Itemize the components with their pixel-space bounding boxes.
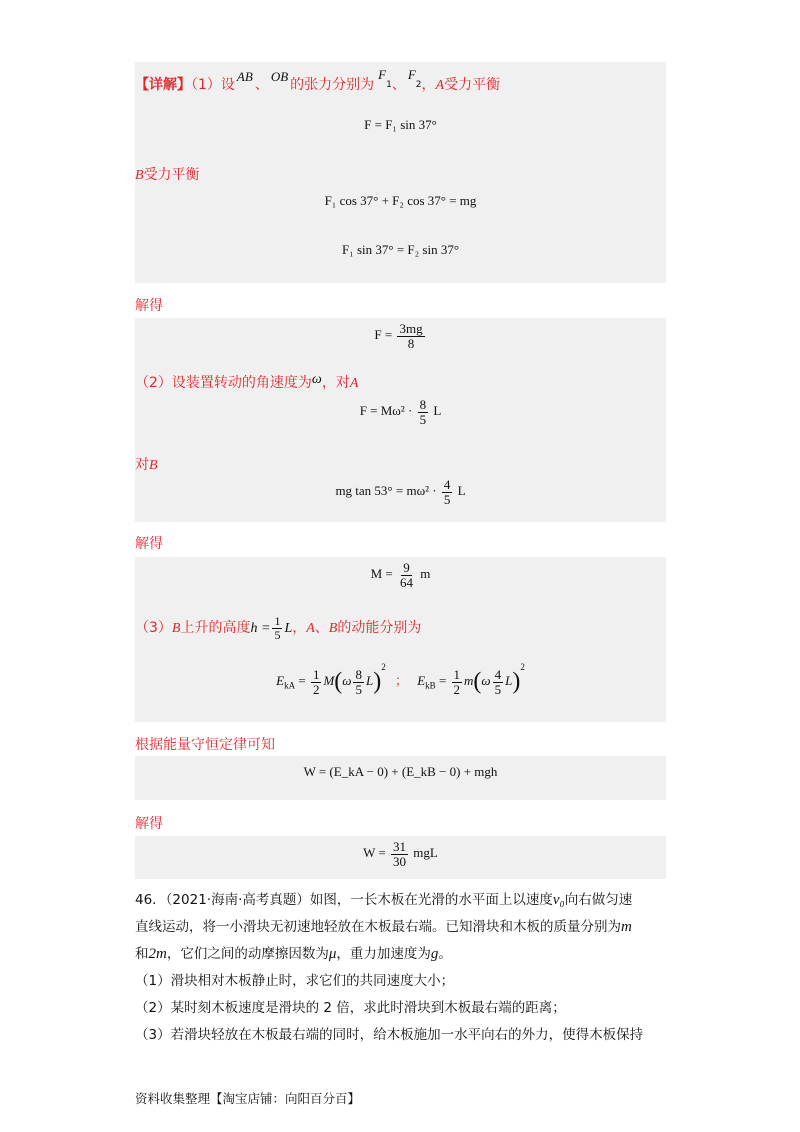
equation-10: W = $\frac{31}{30}$ mgL <box>363 839 438 869</box>
equation-8: $E_{kA}$ = $\frac{1}{2}$ M(ω $\frac{8}{5}$ L)$^2$ ； $E_{kB}$ = $\frac{1}{2}$ m(ω $\frac{4}{5}$ L)$^2$ <box>276 661 525 697</box>
question-sub-1: （1）滑块相对木板静止时，求它们的共同速度大小； <box>135 973 455 989</box>
question-sub-3: （3）若滑块轻放在木板最右端的同时，给木板施加一水平向右的外力，使得木板保持 <box>135 1027 644 1043</box>
equation-1: F = F₁ sin 37° <box>364 117 437 132</box>
question-line-3: 和2m，它们之间的动摩擦因数为μ，重力加速度为g。 <box>135 946 452 962</box>
detail-intro: 【详解】（1）设AB、OB的张力分别为$F_1$、$F_2$，A受力平衡 <box>135 67 501 93</box>
part2-intro: （2）设装置转动的角速度为ω，对A <box>135 372 359 391</box>
part3-intro: （3）B上升的高度h = $\frac{1}{5}$ L，A、B的动能分别为 <box>135 614 422 642</box>
solve-text-3: 解得 <box>135 816 163 832</box>
equation-9: W = (E_kA − 0) + (E_kB − 0) + mgh <box>303 764 498 779</box>
energy-conservation-text: 根据能量守恒定律可知 <box>135 737 275 753</box>
equation-7: M = $\frac{9}{64}$ m <box>370 560 431 590</box>
fraction-3mg-8: $\frac{3mg}{8}$ <box>399 321 423 351</box>
footer-source: 资料收集整理【淘宝店铺：向阳百分百】 <box>135 1091 361 1106</box>
question-46 <box>135 887 665 1049</box>
equation-3: F₁ sin 37° = F₂ sin 37° <box>341 242 460 257</box>
question-sub-2: （2）某时刻木板速度是滑块的 2 倍，求此时滑块到木板最右端的距离； <box>135 1000 566 1016</box>
question-line-2: 直线运动，将一小滑块无初速地轻放在木板最右端。已知滑块和木板的质量分别为m <box>135 919 632 935</box>
solve-text-2: 解得 <box>135 536 163 552</box>
equation-5: F = Mω² · $\frac{8}{5}$ L <box>359 397 442 427</box>
b-balance-text: B受力平衡 <box>135 167 200 183</box>
detail-tag: 【详解】 <box>135 77 191 93</box>
question-line-1: 46．（2021·海南·高考真题）如图，一长木板在光滑的水平面上以速度v₀向右做匀速 <box>135 892 633 908</box>
equation-2: F₁ cos 37° + F₂ cos 37° = mg <box>324 193 477 208</box>
equation-4: F = $\frac{3mg}{8}$ <box>374 321 423 351</box>
solve-text-1: 解得 <box>135 298 163 314</box>
to-b-text: 对B <box>135 457 158 473</box>
equation-6: mg tan 53° = mω² · $\frac{4}{5}$ L <box>335 477 466 507</box>
